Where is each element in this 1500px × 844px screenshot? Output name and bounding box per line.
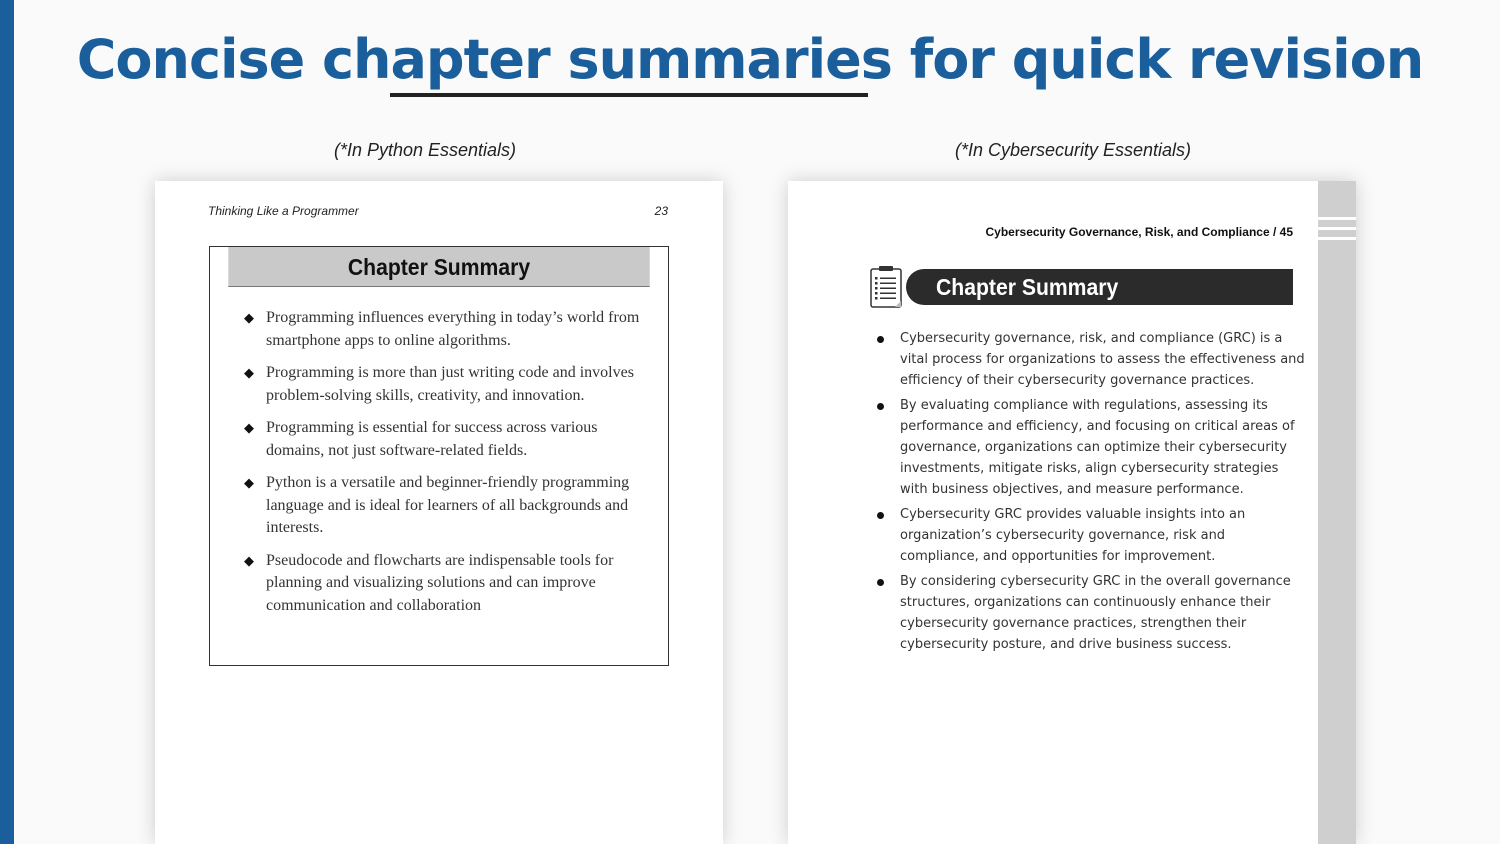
running-title: Thinking Like a Programmer (208, 204, 359, 218)
list-item: ◆ Programming is essential for success across various domains, not just software-related fields. (244, 419, 598, 459)
page-number: 45 (1279, 225, 1293, 239)
bullet-dot-icon (877, 403, 884, 410)
running-title: Cybersecurity Governance, Risk, and Compliance (985, 225, 1270, 239)
diamond-bullet-icon: ◆ (244, 365, 254, 380)
summary-list (244, 307, 644, 627)
strip-line (1318, 217, 1356, 220)
bullet-dot-icon (877, 512, 884, 519)
strip-line (1318, 237, 1356, 240)
diamond-bullet-icon: ◆ (244, 552, 254, 568)
page-edge-strip (1318, 181, 1356, 844)
python-book-caption: (*In Python Essentials) (333, 140, 517, 160)
diamond-bullet-icon: ◆ (244, 475, 254, 490)
title-underline (390, 93, 868, 97)
python-book-page (155, 181, 723, 844)
list-item: Cybersecurity governance, risk, and compliance (GRC) is a vital process for organizations to assess the effectiveness and efficiency of their cybersecurity governance practices. (876, 328, 1306, 391)
diamond-bullet-icon: ◆ (244, 420, 254, 435)
running-head (986, 225, 1293, 239)
chapter-summary-box (209, 246, 669, 666)
diamond-bullet-icon: ◆ (244, 310, 254, 325)
running-head-separator: / (1272, 225, 1280, 239)
slide-title: Concise chapter summaries for quick revision (76, 28, 1424, 91)
cybersecurity-book-page (788, 181, 1356, 844)
chapter-summary-heading: Chapter Summary (936, 274, 1119, 300)
cybersecurity-book-caption: (*In Cybersecurity Essentials) (954, 140, 1192, 160)
chapter-summary-heading: Chapter Summary (228, 247, 649, 287)
bullet-dot-icon (877, 336, 884, 343)
list-item: By considering cybersecurity GRC in the overall governance structures, organizations can continuously enhance their cybersecurity governance practices, strengthen their cybersecurity posture, and drive business success. (876, 571, 1306, 655)
slide-left-accent-bar (0, 0, 14, 844)
list-item: By evaluating compliance with regulations, assessing its performance and efficiency, and focusing on critical areas of governance, organizations can optimize their cybersecurity investments, mitigate risks, align cybersecurity strategies with business objectives, and measure performance. (876, 395, 1306, 500)
list-item: ◆ Programming is more than just writing code and involves problem-solving skills, creativity, and innovation. (244, 364, 634, 404)
bullet-dot-icon (877, 579, 884, 586)
list-item: ◆ Python is a versatile and beginner-friendly programming language and is ideal for learners of all backgrounds and interests. (244, 474, 630, 536)
list-item: ◆ Pseudocode and flowcharts are indispensable tools for planning and visualizing solutions and can improve communication and collaboration (244, 551, 614, 614)
list-item: ◆ Programming influences everything in today’s world from smartphone apps to online algorithms. (244, 309, 640, 349)
page-number: 23 (654, 204, 668, 218)
list-item: Cybersecurity GRC provides valuable insights into an organization’s cybersecurity governance, risk and compliance, and opportunities for improvement. (876, 504, 1306, 567)
clipboard-list-icon (870, 265, 904, 309)
chapter-summary-banner (906, 269, 1293, 305)
summary-list (876, 328, 1306, 659)
strip-line (1318, 227, 1356, 230)
